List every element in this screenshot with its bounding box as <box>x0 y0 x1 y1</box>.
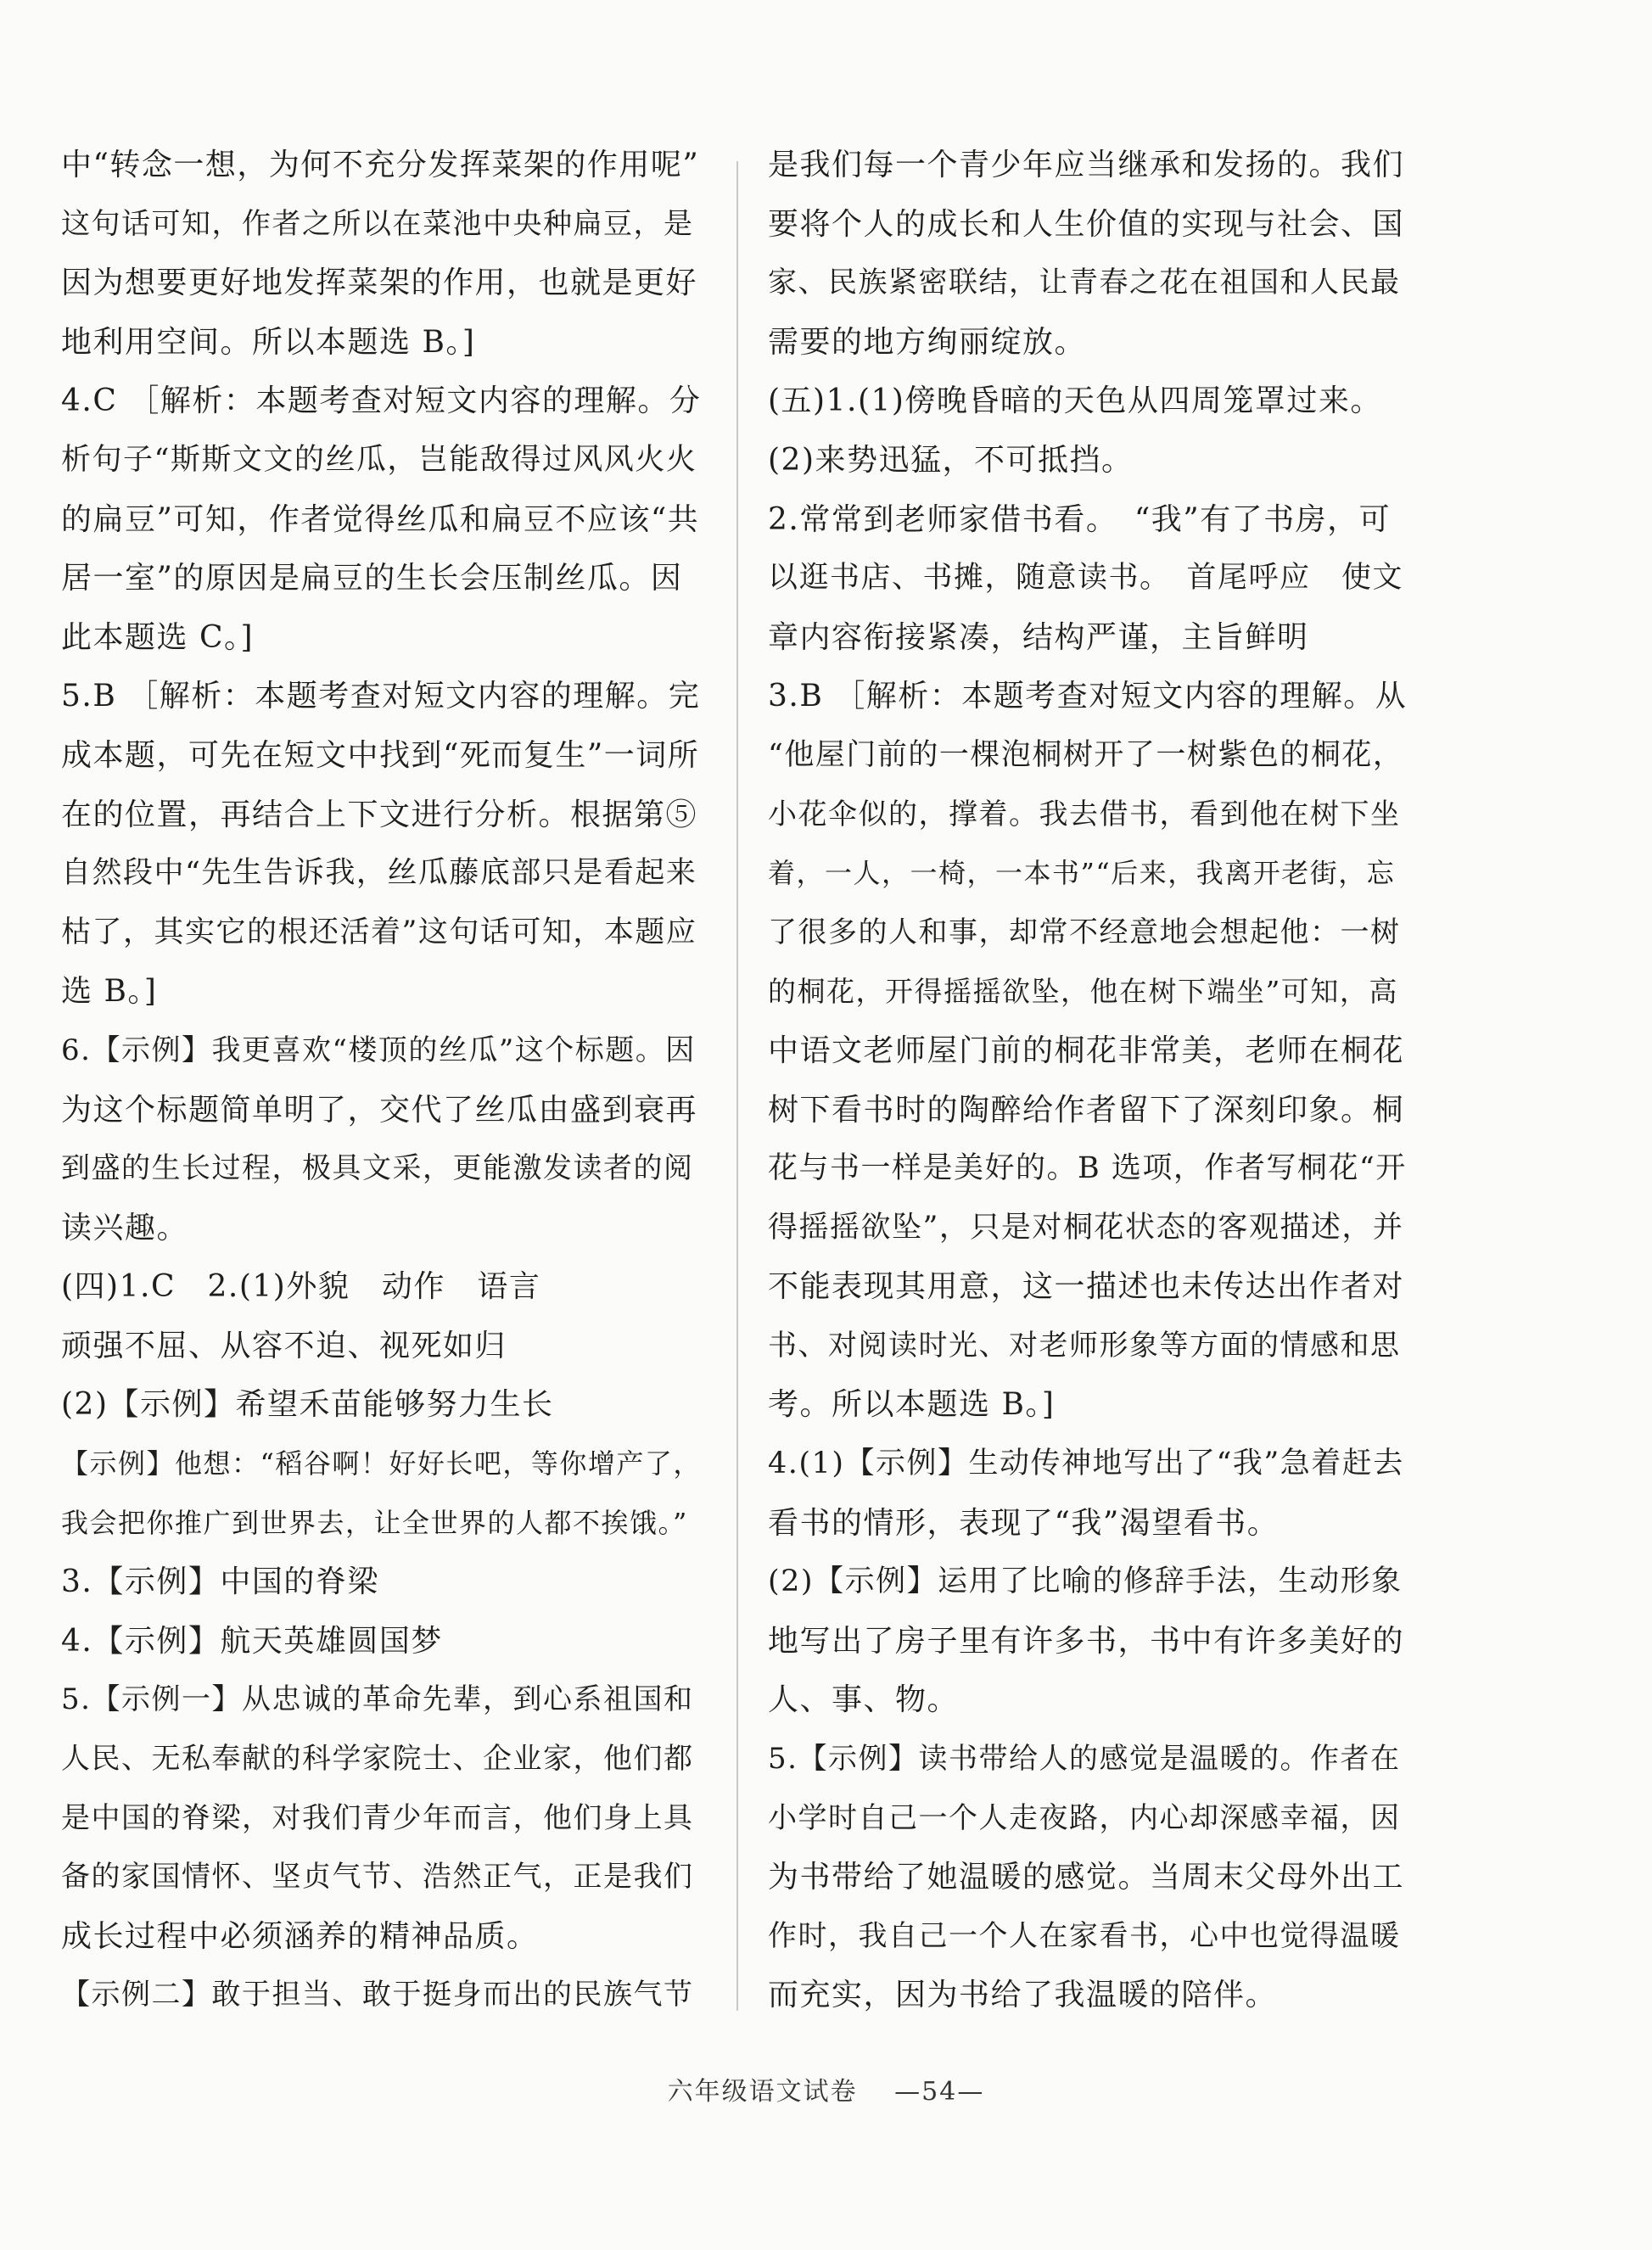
text-line: 这句话可知，作者之所以在菜池中央种扁豆，是 <box>61 206 694 241</box>
text-line: 小学时自己一个人走夜路，内心却深感幸福，因 <box>768 1800 1401 1835</box>
text-line: 考。所以本题选 B。] <box>768 1387 1056 1423</box>
text-line: (2)来势迅猛，不可抵挡。 <box>768 442 1134 478</box>
text-line: 5.【示例】读书带给人的感觉是温暖的。作者在 <box>768 1742 1401 1777</box>
text-line: 因为想要更好地发挥菜架的作用，也就是更好 <box>61 266 698 301</box>
text-line: 4.C ［解析：本题考查对短文内容的理解。分 <box>61 383 702 419</box>
text-line: 人民、无私奉献的科学家院士、企业家，他们都 <box>61 1742 694 1777</box>
text-line: 6.【示例】我更喜欢“楼顶的丝瓜”这个标题。因 <box>61 1033 696 1067</box>
text-line: 的桐花，开得摇摇欲坠，他在树下端坐”可知，高 <box>768 975 1398 1009</box>
text-line: 中“转念一想，为何不充分发挥菜架的作用呢” <box>61 148 700 182</box>
text-line: 读兴趣。 <box>61 1210 189 1245</box>
text-line: 成长过程中必须涵养的精神品质。 <box>61 1918 539 1954</box>
text-line: 了很多的人和事，却常不经意地会想起他：一树 <box>768 915 1401 949</box>
text-line: 成本题，可先在短文中找到“死而复生”一词所 <box>61 737 700 773</box>
text-line: 居一室”的原因是扁豆的生长会压制丝瓜。因 <box>61 561 683 596</box>
text-line: (五)1.(1)傍晚昏暗的天色从四周笼罩过来。 <box>768 383 1382 419</box>
page-number: —54— <box>894 2077 985 2107</box>
text-line: 为书带给了她温暖的感觉。当周末父母外出工 <box>768 1860 1405 1895</box>
text-line: 5.B ［解析：本题考查对短文内容的理解。完 <box>61 679 701 714</box>
text-line: 此本题选 C。] <box>61 619 255 655</box>
text-line: (2)【示例】希望禾苗能够努力生长 <box>61 1387 554 1423</box>
text-line: 我会把你推广到世界去，让全世界的人都不挨饿。” <box>61 1506 688 1539</box>
text-line: “他屋门前的一棵泡桐树开了一树紫色的桐花， <box>768 737 1404 772</box>
left-column <box>61 136 706 2025</box>
text-line: 作时，我自己一个人在家看书，心中也觉得温暖 <box>768 1918 1401 1953</box>
text-line: 花与书一样是美好的。B 选项，作者写桐花“开 <box>768 1151 1407 1186</box>
text-line: 着，一人，一椅，一本书”“后来，我离开老街，忘 <box>768 857 1396 890</box>
text-line: 要将个人的成长和人生价值的实现与社会、国 <box>768 206 1405 242</box>
text-line: 而充实，因为书给了我温暖的陪伴。 <box>768 1978 1278 2013</box>
text-line: 3.B ［解析：本题考查对短文内容的理解。从 <box>768 679 1408 714</box>
text-line: 小花伞似的，撑着。我去借书，看到他在树下坐 <box>768 797 1401 831</box>
text-line: 地写出了房子里有许多书，书中有许多美好的 <box>768 1623 1405 1659</box>
text-line: 3.【示例】中国的脊梁 <box>61 1564 379 1600</box>
text-line: 自然段中“先生告诉我，丝瓜藤底部只是看起来 <box>61 856 697 891</box>
text-line: 书、对阅读时光、对老师形象等方面的情感和思 <box>768 1328 1401 1363</box>
text-line: 2.常常到老师家借书看。 “我”有了书房，可 <box>768 501 1392 537</box>
page-footer <box>0 2070 1652 2107</box>
text-line: 到盛的生长过程，极具文采，更能激发读者的阅 <box>61 1151 694 1186</box>
text-line: 析句子“斯斯文文的丝瓜，岂能敌得过风风火火 <box>61 442 697 477</box>
text-line: 得摇摇欲坠”，只是对桐花状态的客观描述，并 <box>768 1210 1404 1245</box>
text-line: 章内容衔接紧凑，结构严谨，主旨鲜明 <box>768 619 1309 655</box>
text-line: 是我们每一个青少年应当继承和发扬的。我们 <box>768 148 1405 182</box>
text-line: 选 B。] <box>61 974 158 1010</box>
text-line: 为这个标题简单明了，交代了丝瓜由盛到衰再 <box>61 1092 698 1128</box>
text-line: 地利用空间。所以本题选 B。] <box>61 324 476 360</box>
text-line: 是中国的脊梁，对我们青少年而言，他们身上具 <box>61 1800 694 1835</box>
text-line: 4.(1)【示例】生动传神地写出了“我”急着赶去 <box>768 1447 1404 1481</box>
text-line: (2)【示例】运用了比喻的修辞手法，生动形象 <box>768 1564 1403 1599</box>
text-line: 【示例】他想：“稻谷啊！好好长吧，等你增产了， <box>61 1447 702 1480</box>
text-line: 人、事、物。 <box>768 1682 960 1718</box>
footer-title: 六年级语文试卷 <box>667 2077 858 2107</box>
text-line: (四)1.C 2.(1)外貌 动作 语言 <box>61 1269 541 1305</box>
right-column <box>768 136 1413 2025</box>
text-line: 看书的情形，表现了“我”渴望看书。 <box>768 1505 1280 1541</box>
text-line: 5.【示例一】从忠诚的革命先辈，到心系祖国和 <box>61 1682 694 1717</box>
text-line: 需要的地方绚丽绽放。 <box>768 324 1087 360</box>
text-line: 以逛书店、书摊，随意读书。 首尾呼应 使文 <box>768 561 1404 596</box>
text-line: 的扁豆”可知，作者觉得丝瓜和扁豆不应该“共 <box>61 501 700 537</box>
text-line: 枯了，其实它的根还活着”这句话可知，本题应 <box>61 915 697 949</box>
text-line: 备的家国情怀、坚贞气节、浩然正气，正是我们 <box>61 1860 694 1895</box>
text-line: 顽强不屈、从容不迫、视死如归 <box>61 1328 507 1363</box>
text-line: 树下看书时的陶醉给作者留下了深刻印象。桐 <box>768 1092 1405 1128</box>
text-line: 在的位置，再结合上下文进行分析。根据第⑤ <box>61 797 698 832</box>
text-line: 家、民族紧密联结，让青春之花在祖国和人民最 <box>768 266 1401 300</box>
text-line: 【示例二】敢于担当、敢于挺身而出的民族气节 <box>61 1978 694 2012</box>
text-line: 4.【示例】航天英雄圆国梦 <box>61 1623 443 1659</box>
text-line: 中语文老师屋门前的桐花非常美，老师在桐花 <box>768 1033 1405 1068</box>
column-divider <box>736 161 738 2011</box>
text-line: 不能表现其用意，这一描述也未传达出作者对 <box>768 1269 1405 1305</box>
